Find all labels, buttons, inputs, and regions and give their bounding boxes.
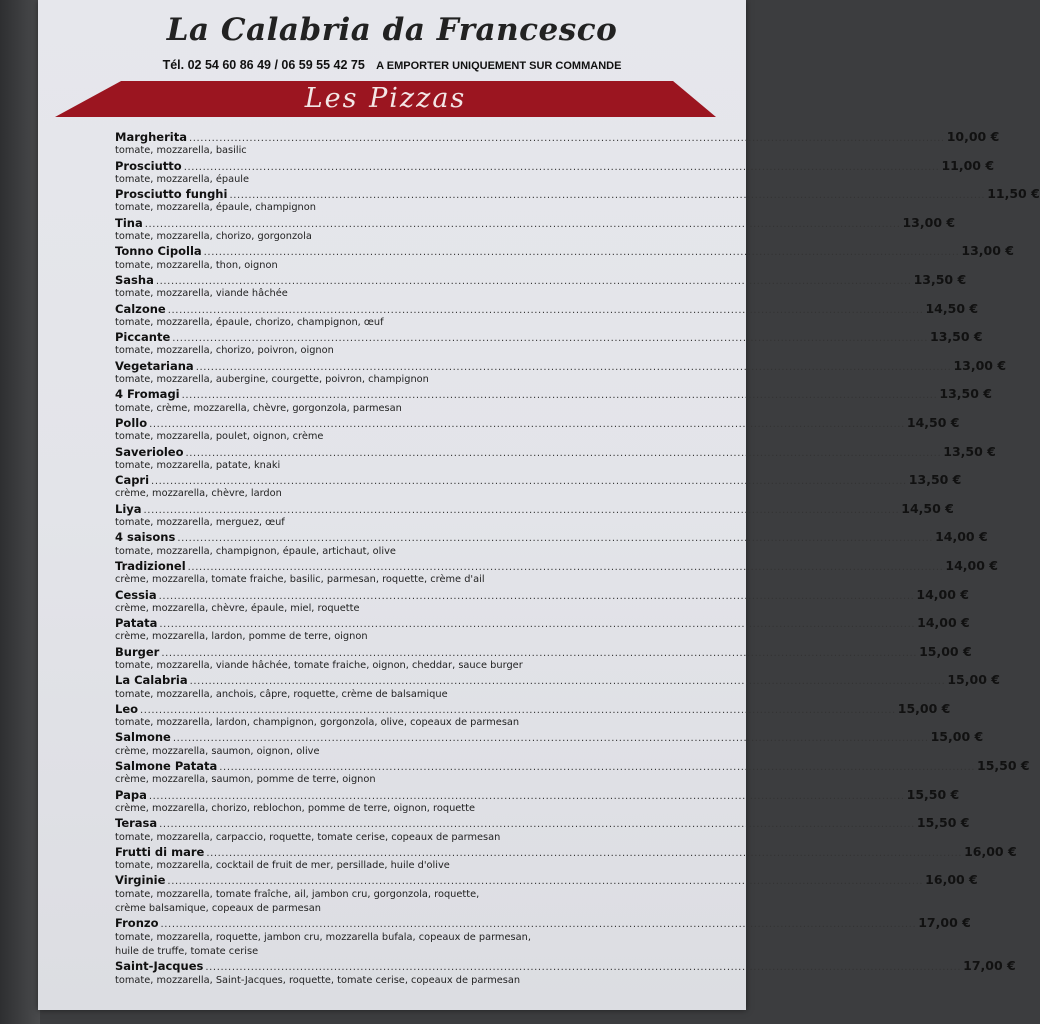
- pizza-name: Calzone: [115, 301, 166, 316]
- menu-item-header: [115, 586, 969, 602]
- menu-item-header: [115, 271, 967, 287]
- dot-leader: ........................................................................................................................................................................................................: [185, 447, 942, 459]
- dot-leader: ........................................................................................................................................................................................................: [160, 919, 917, 931]
- pizza-price: 13,00 €: [961, 243, 1014, 259]
- pizza-ingredients: crème, mozzarella, tomate fraiche, basilic, parmesan, roquette, crème d'ail: [115, 574, 485, 586]
- pizza-ingredients: tomate, mozzarella, épaule, champignon: [115, 202, 316, 214]
- pizza-ingredients: crème, mozzarella, lardon, pomme de terre, oignon: [115, 631, 368, 643]
- dot-leader: ........................................................................................................................................................................................................: [177, 533, 934, 545]
- pizza-price: 14,50 €: [925, 300, 979, 316]
- pizza-name: Papa: [115, 787, 147, 802]
- section-title: Les Pizzas: [304, 83, 467, 114]
- pizza-name: 4 saisons: [115, 530, 176, 545]
- menu-item-header: [115, 329, 983, 345]
- dot-leader: ........................................................................................................................................................................................................: [155, 275, 912, 287]
- pizza-price: 14,50 €: [901, 500, 954, 516]
- pizza-ingredients: tomate, mozzarella, poulet, oignon, crème: [115, 431, 324, 443]
- pizza-ingredients: tomate, mozzarella, carpaccio, roquette, tomate cerise, copeaux de parmesan: [115, 831, 501, 843]
- pizza-list: [115, 129, 1040, 988]
- dot-leader: ........................................................................................................................................................................................................: [172, 733, 929, 745]
- pizza-price: 17,00 €: [963, 958, 1016, 974]
- pizza-price: 13,00 €: [953, 357, 1007, 373]
- pizza-price: 15,00 €: [930, 729, 984, 745]
- menu-item: [115, 157, 995, 188]
- pizza-name: Piccante: [115, 330, 171, 345]
- pizza-ingredients: crème, mozzarella, chèvre, épaule, miel, roquette: [115, 602, 360, 614]
- menu-item-header: [115, 843, 1017, 859]
- pizza-ingredients: crème balsamique, copeaux de parmesan: [115, 903, 321, 915]
- menu-item: [115, 700, 951, 731]
- menu-item-header: [115, 529, 988, 545]
- pizza-price: 10,00 €: [946, 129, 1000, 144]
- pizza-ingredients: tomate, mozzarella, lardon, champignon, gorgonzola, olive, copeaux de parmesan: [115, 717, 520, 729]
- restaurant-name: La Calabria da Francesco: [166, 12, 618, 48]
- menu-item-header: [115, 786, 960, 802]
- dot-leader: ........................................................................................................................................................................................................: [167, 304, 924, 316]
- menu-item: [115, 872, 978, 916]
- pizza-price: 15,50 €: [916, 815, 970, 831]
- dot-leader: ........................................................................................................................................................................................................: [181, 390, 938, 402]
- pizza-price: 15,00 €: [919, 643, 972, 659]
- menu-item: [115, 786, 960, 817]
- menu-item-header: [115, 915, 971, 931]
- pizza-ingredients: tomate, mozzarella, cocktail de fruit de mer, persillade, huile d'olive: [115, 860, 450, 872]
- menu-item-header: [115, 186, 1040, 202]
- menu-item: [115, 958, 1016, 988]
- dot-leader: ........................................................................................................................................................................................................: [229, 190, 986, 202]
- contact-line: [38, 58, 746, 72]
- pizza-price: 14,00 €: [935, 529, 988, 545]
- pizza-name: Capri: [115, 473, 150, 488]
- pizza-name: Pollo: [115, 415, 148, 430]
- menu-item-header: [115, 872, 978, 888]
- pizza-name: Salmone Patata: [115, 759, 218, 774]
- menu-item: [115, 586, 969, 617]
- menu-item: [115, 643, 972, 674]
- pizza-ingredients: crème, mozzarella, chèvre, lardon: [115, 488, 282, 500]
- menu-item: [115, 414, 960, 445]
- pizza-ingredients: tomate, mozzarella, patate, knaki: [115, 459, 281, 471]
- pizza-name: Fronzo: [115, 916, 159, 931]
- pizza-name: La Calabria: [115, 673, 188, 688]
- menu-item: [115, 186, 1040, 216]
- menu-item-header: [115, 500, 954, 516]
- phone-numbers: Tél. 02 54 60 86 49 / 06 59 55 42 75: [162, 58, 365, 72]
- menu-item-header: [115, 729, 984, 745]
- menu-item-header: [115, 472, 962, 488]
- dot-leader: ........................................................................................................................................................................................................: [187, 561, 944, 573]
- menu-item-header: [115, 672, 1000, 688]
- menu-item: [115, 758, 1030, 788]
- pizza-name: Liya: [115, 501, 142, 516]
- menu-item-header: [115, 815, 970, 831]
- menu-item: [115, 243, 1014, 273]
- pizza-price: 11,50 €: [987, 186, 1040, 202]
- menu-item: [115, 500, 954, 531]
- pizza-ingredients: crème, mozzarella, saumon, oignon, olive: [115, 745, 320, 757]
- menu-item: [115, 729, 984, 759]
- dot-leader: ........................................................................................................................................................................................................: [159, 819, 915, 831]
- menu-item-header: [115, 643, 972, 659]
- pizza-ingredients: tomate, mozzarella, viande hâchée, tomate fraiche, oignon, cheddar, sauce burger: [115, 659, 523, 671]
- pizza-ingredients: tomate, mozzarella, thon, oignon: [115, 259, 278, 271]
- pizza-ingredients: crème, mozzarella, saumon, pomme de terre, oignon: [115, 774, 376, 786]
- menu-item-header: [115, 386, 992, 402]
- pizza-price: 17,00 €: [918, 915, 971, 931]
- pizza-price: 14,00 €: [916, 586, 969, 602]
- pizza-name: 4 Fromagi: [115, 387, 180, 402]
- menu-item: [115, 443, 996, 474]
- dot-leader: ........................................................................................................................................................................................................: [203, 247, 960, 259]
- dot-leader: ........................................................................................................................................................................................................: [219, 762, 976, 774]
- pizza-ingredients: tomate, crème, mozzarella, chèvre, gorgonzola, parmesan: [115, 402, 402, 414]
- pizza-name: Saint-Jacques: [115, 959, 204, 974]
- menu-item: [115, 815, 970, 845]
- dot-leader: ........................................................................................................................................................................................................: [206, 847, 963, 859]
- pizza-name: Prosciutto funghi: [115, 187, 228, 202]
- dot-leader: ........................................................................................................................................................................................................: [167, 876, 924, 888]
- menu-item: [115, 672, 1000, 702]
- menu-item-header: [115, 214, 956, 230]
- pizza-ingredients: tomate, mozzarella, épaule: [115, 173, 250, 185]
- dot-leader: ........................................................................................................................................................................................................: [149, 418, 905, 430]
- dot-leader: ........................................................................................................................................................................................................: [140, 704, 896, 716]
- pizza-ingredients: tomate, mozzarella, aubergine, courgette, poivron, champignon: [115, 374, 429, 386]
- menu-item: [115, 529, 988, 559]
- pizza-name: Margherita: [115, 130, 187, 144]
- pizza-price: 11,00 €: [941, 157, 995, 173]
- dot-leader: ........................................................................................................................................................................................................: [183, 161, 940, 173]
- menu-item: [115, 615, 970, 645]
- menu-item-header: [115, 700, 951, 716]
- background-carpet: [0, 0, 40, 1024]
- menu-item: [115, 386, 992, 416]
- pizza-price: 13,50 €: [939, 386, 992, 402]
- pizza-ingredients: tomate, mozzarella, Saint-Jacques, roquette, tomate cerise, copeaux de parmesan: [115, 974, 521, 986]
- pizza-price: 13,50 €: [908, 472, 962, 488]
- pizza-name: Burger: [115, 644, 160, 659]
- menu-item: [115, 357, 1007, 388]
- menu-item: [115, 271, 967, 302]
- dot-leader: ........................................................................................................................................................................................................: [205, 962, 962, 974]
- pizza-name: Leo: [115, 701, 139, 716]
- pizza-price: 15,50 €: [906, 786, 960, 802]
- dot-leader: ........................................................................................................................................................................................................: [144, 218, 901, 230]
- pizza-price: 14,00 €: [917, 615, 970, 631]
- menu-item: [115, 557, 998, 588]
- menu-item-header: [115, 615, 970, 631]
- dot-leader: ........................................................................................................................................................................................................: [158, 590, 915, 602]
- pizza-ingredients: tomate, mozzarella, chorizo, gorgonzola: [115, 231, 312, 243]
- dot-leader: ........................................................................................................................................................................................................: [161, 647, 918, 659]
- dot-leader: ........................................................................................................................................................................................................: [188, 133, 945, 144]
- menu-item: [115, 472, 962, 502]
- pizza-ingredients: tomate, mozzarella, champignon, épaule, artichaut, olive: [115, 545, 396, 557]
- pizza-price: 15,50 €: [977, 758, 1030, 774]
- dot-leader: ........................................................................................................................................................................................................: [148, 790, 905, 802]
- menu-item: [115, 915, 971, 959]
- pizza-ingredients: tomate, mozzarella, anchois, câpre, roquette, crème de balsamique: [115, 688, 448, 700]
- pizza-name: Virginie: [115, 873, 166, 888]
- pizza-price: 14,00 €: [945, 557, 998, 573]
- menu-item-header: [115, 357, 1007, 373]
- menu-item-header: [115, 758, 1030, 774]
- pizza-name: Saverioleo: [115, 444, 184, 459]
- pizza-price: 13,50 €: [913, 271, 967, 287]
- pizza-name: Frutti di mare: [115, 844, 205, 859]
- menu-item: [115, 300, 979, 331]
- pizza-price: 14,50 €: [906, 414, 960, 430]
- menu-item-header: [115, 557, 998, 573]
- pizza-name: Sasha: [115, 272, 154, 287]
- pizza-name: Patata: [115, 616, 158, 631]
- menu-item: [115, 214, 956, 245]
- menu-item-header: [115, 243, 1014, 259]
- pizza-price: 15,00 €: [947, 672, 1000, 688]
- pizza-name: Tonno Cipolla: [115, 244, 202, 259]
- pizza-name: Terasa: [115, 816, 158, 831]
- menu-item-header: [115, 958, 1016, 974]
- menu-item: [115, 843, 1017, 874]
- menu-item-header: [115, 300, 979, 316]
- pizza-price: 13,50 €: [943, 443, 996, 459]
- menu-item-header: [115, 414, 960, 430]
- dot-leader: ........................................................................................................................................................................................................: [172, 333, 928, 345]
- pizza-price: 13,50 €: [930, 329, 983, 345]
- menu-item-header: [115, 129, 1000, 144]
- pizza-ingredients: tomate, mozzarella, chorizo, poivron, oignon: [115, 345, 334, 357]
- menu-item-header: [115, 157, 995, 173]
- menu-item-header: [115, 443, 996, 459]
- pizza-ingredients: huile de truffe, tomate cerise: [115, 945, 259, 957]
- pizza-ingredients: crème, mozzarella, chorizo, reblochon, pomme de terre, oignon, roquette: [115, 802, 476, 814]
- dot-leader: ........................................................................................................................................................................................................: [143, 504, 900, 516]
- pizza-price: 15,00 €: [897, 700, 951, 716]
- pizza-name: Tina: [115, 215, 143, 230]
- pizza-ingredients: tomate, mozzarella, merguez, œuf: [115, 517, 285, 529]
- dot-leader: ........................................................................................................................................................................................................: [195, 361, 952, 373]
- pizza-name: Prosciutto: [115, 158, 182, 173]
- pizza-price: 13,00 €: [902, 214, 956, 230]
- pizza-name: Salmone: [115, 730, 171, 745]
- pizza-ingredients: tomate, mozzarella, viande hâchée: [115, 288, 288, 300]
- dot-leader: ........................................................................................................................................................................................................: [189, 676, 946, 688]
- pizza-name: Vegetariana: [115, 358, 194, 373]
- pizza-ingredients: tomate, mozzarella, basilic: [115, 145, 247, 157]
- pizza-price: 16,00 €: [925, 872, 978, 888]
- takeaway-notice: A EMPORTER UNIQUEMENT SUR COMMANDE: [376, 60, 622, 72]
- dot-leader: ........................................................................................................................................................................................................: [159, 619, 916, 631]
- menu-sheet: [38, 0, 1040, 1010]
- pizza-ingredients: tomate, mozzarella, épaule, chorizo, champignon, œuf: [115, 316, 384, 328]
- menu-item: [115, 329, 983, 359]
- pizza-name: Cessia: [115, 587, 157, 602]
- menu-item: [115, 129, 1000, 159]
- pizza-price: 16,00 €: [964, 843, 1017, 859]
- pizza-name: Tradizionel: [115, 558, 186, 573]
- pizza-ingredients: tomate, mozzarella, roquette, jambon cru, mozzarella bufala, copeaux de parmesan,: [115, 931, 531, 943]
- pizza-ingredients: tomate, mozzarella, tomate fraîche, ail, jambon cru, gorgonzola, roquette,: [115, 888, 480, 900]
- dot-leader: ........................................................................................................................................................................................................: [151, 476, 907, 488]
